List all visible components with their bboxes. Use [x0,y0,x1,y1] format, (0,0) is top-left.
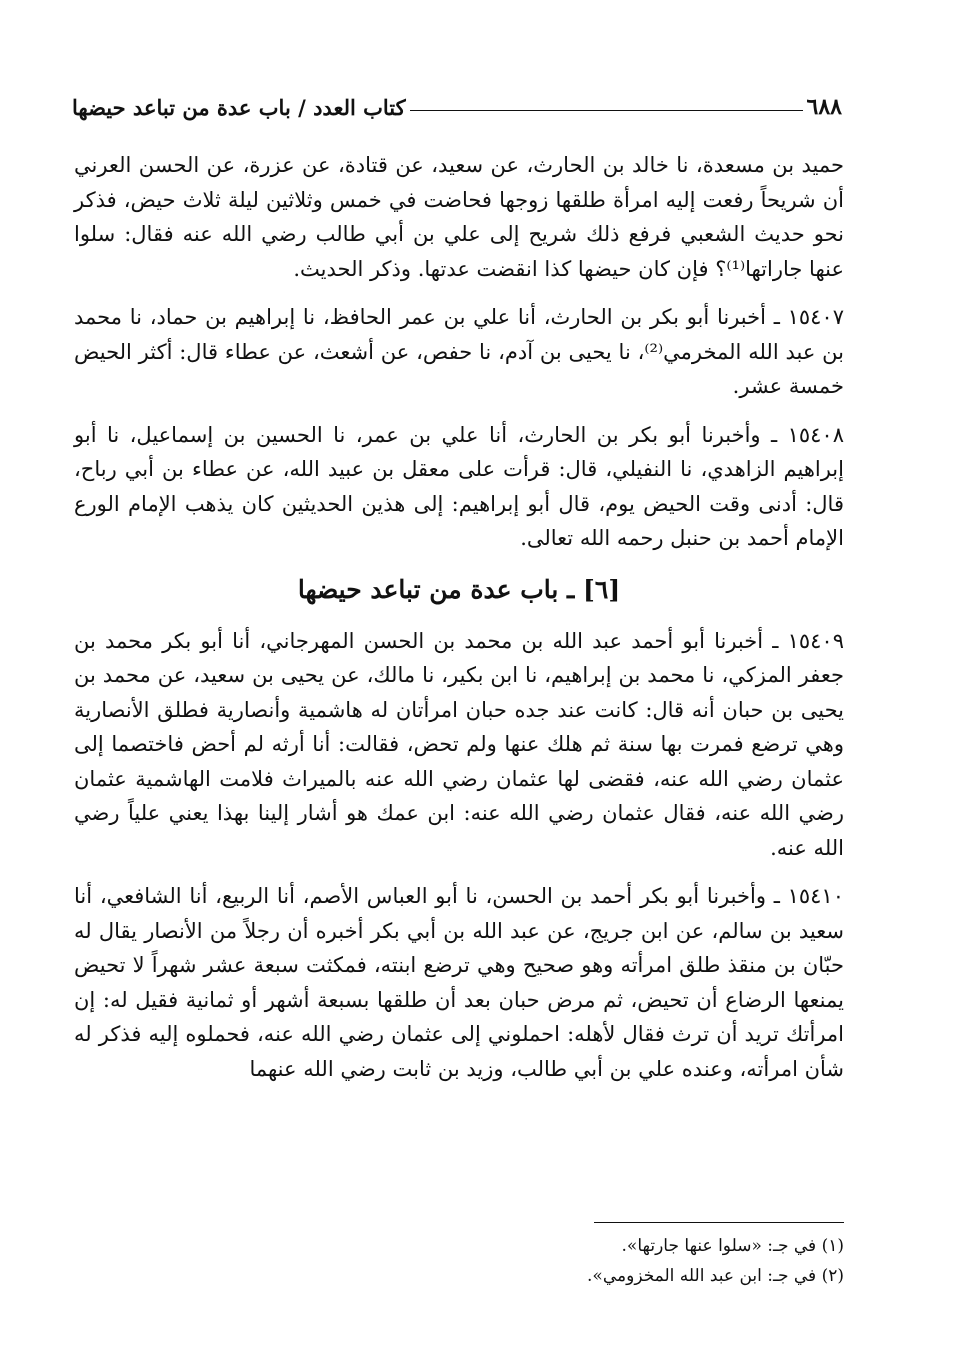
hadith-15407: ١٥٤٠٧ ـ أخبرنا أبو بكر بن الحارث، أنا علي بن عمر الحافظ، نا إبراهيم بن حماد، نا محمد بن عبد الله المخرمي⁽²⁾، نا يحيى بن آدم، نا حفص، عن أشعث، عن عطاء قال: أكثر الحيض خمسة عشر. [74,305,844,398]
page-header [72,86,842,120]
paragraph: حميد بن مسعدة، نا خالد بن الحارث، عن سعيد، عن قتادة، عن عزرة، عن الحسن العرني أن شريحاً رفعت إليه امرأة طلقها زوجها فحاضت في خمس وثلاثين ليلة ثلاث حيض، فذكر نحو حديث الشعبي فرفع ذلك شريح إلى علي بن أبي طالب رضي الله عنه فقال: سلوا عنها جاراتها⁽¹⁾؟ فإن كان حيضها كذا انقضت عدتها. وذكر الحديث. [74,153,844,281]
running-title: كتاب العدد / باب عدة من تباعد حيضها [72,95,406,120]
footnotes [74,1222,844,1291]
hadith-15410: ١٥٤١٠ ـ وأخبرنا أبو بكر أحمد بن الحسن، نا أبو العباس الأصم، أنا الربيع، أنا الشافعي، أنا سعيد بن سالم، عن ابن جريج، عن عبد الله بن أبي بكر أخبره أن رجلاً من الأنصار يقال له حبّان بن منقذ طلق امرأته وهو صحيح وهي ترضع ابنته، فمكثت سبعة عشر شهراً لا تحيض يمنعها الرضاع أن تحيض، ثم مرض حبان بعد أن طلقها بسبعة أشهر أو ثمانية فقيل له: إن امرأتك تريد أن ترث فقال لأهله: احملوني إلى عثمان رضي الله عنه، فحملوه إليه فذكر له شأن امرأته، وعنده علي بن أبي طالب، وزيد بن ثابت رضي الله عنهما [74,884,844,1081]
chapter-heading: [٦] ـ باب عدة من تباعد حيضها [297,574,621,604]
footnote-2: (٢) في جـ: ابن عبد الله المخزومي». [587,1266,844,1286]
footnote-rule [594,1222,844,1223]
main-text [74,148,844,1100]
hadith-15409: ١٥٤٠٩ ـ أخبرنا أبو أحمد عبد الله بن محمد بن الحسن المهرجاني، أنا أبو بكر محمد بن جعفر المزكي، نا محمد بن إبراهيم، نا ابن بكير، نا مالك، عن يحيى بن سعيد، عن محمد بن يحيى بن حبان أنه قال: كانت عند جده حبان امرأتان له هاشمية وأنصارية فطلق الأنصارية وهي ترضع فمرت بها سنة ثم هلك عنها ولم تحض، فقالت: أنا أرثه لم أحض فاختصما إلى عثمان رضي الله عنه، فقضى لها عثمان رضي الله عنه بالميراث فلامت الهاشمية عثمان رضي الله عنه، فقال عثمان رضي الله عنه: ابن عمك هو أشار إلينا بهذا يعني علياً رضي الله عنه. [74,628,844,860]
footnote-1: (١) في جـ: «سلوا عنها جارتها». [621,1236,844,1256]
header-rule [410,110,803,111]
hadith-15408: ١٥٤٠٨ ـ وأخبرنا أبو بكر بن الحارث، أنا علي بن عمر، نا الحسين بن إسماعيل، نا أبو إبراهيم الزاهدي، نا النفيلي، قال: قرأت على معقل بن عبيد الله، عن عطاء بن أبي رباح، قال: أدنى وقت الحيض يوم، قال أبو إبراهيم: إلى هذين الحديثين كان يذهب الإمام الورع الإمام أحمد بن حنبل رحمه الله تعالى. [74,422,844,550]
page-number: ٦٨٨ [806,94,842,120]
